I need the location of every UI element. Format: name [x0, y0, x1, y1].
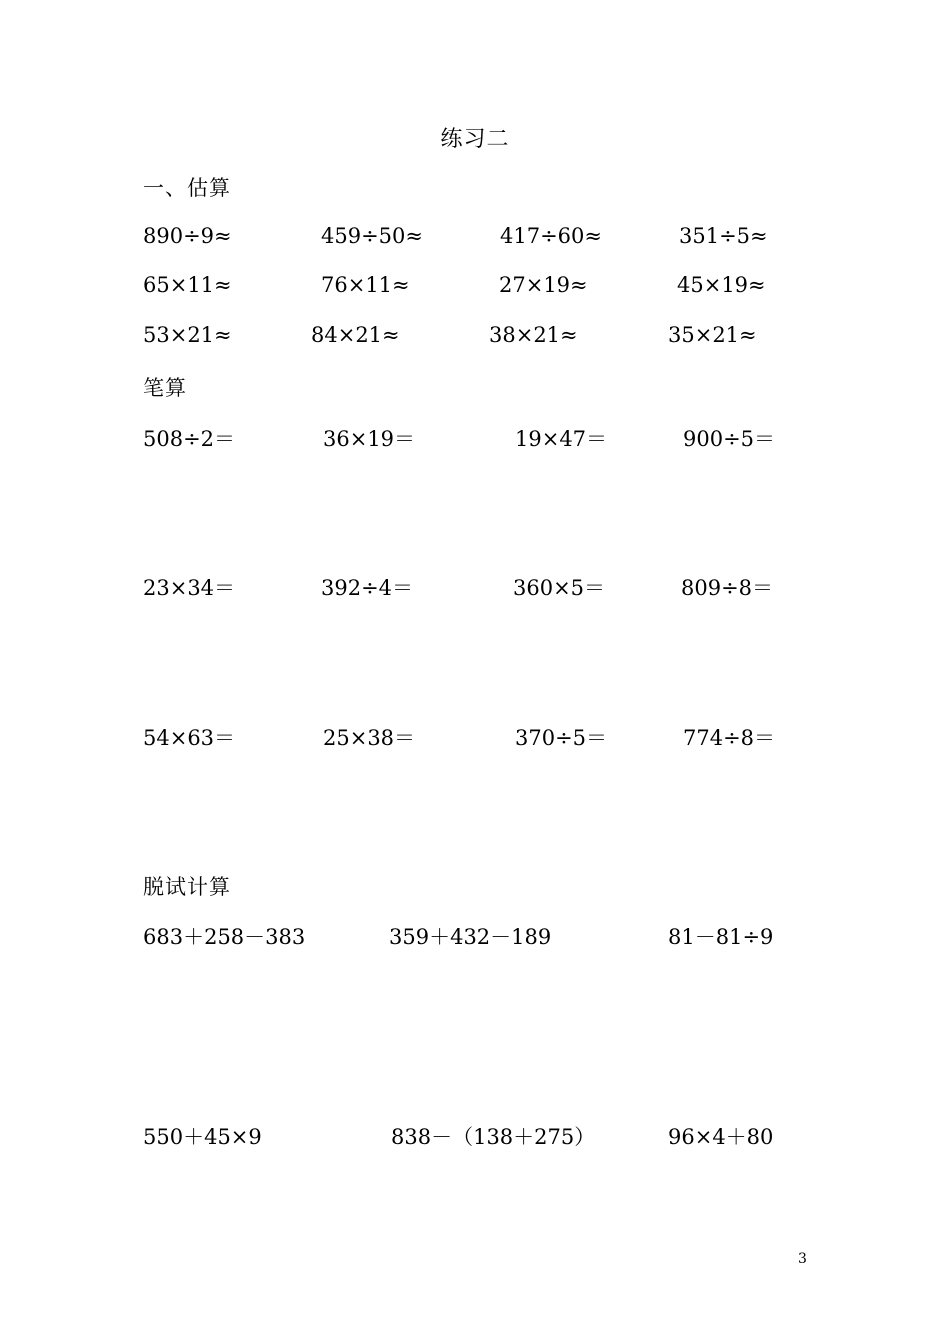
problem: 65×11≈ [143, 273, 232, 297]
problem: 45×19≈ [677, 273, 766, 297]
problem: 550＋45×9 [143, 1125, 262, 1149]
problem: 54×63＝ [143, 726, 236, 750]
written-row-3 [0, 722, 950, 752]
problem: 76×11≈ [321, 273, 410, 297]
problem: 36×19＝ [323, 427, 416, 451]
written-row-2 [0, 572, 950, 602]
problem: 351÷5≈ [679, 224, 768, 248]
problem: 23×34＝ [143, 576, 236, 600]
problem: 774÷8＝ [683, 726, 776, 750]
estimate-row-2 [0, 273, 950, 303]
problem: 96×4＋80 [668, 1125, 774, 1149]
problem: 27×19≈ [499, 273, 588, 297]
problem: 370÷5＝ [515, 726, 608, 750]
problem: 508÷2＝ [143, 427, 236, 451]
problem: 809÷8＝ [681, 576, 774, 600]
written-row-1 [0, 423, 950, 453]
section-heading-estimate: 一、估算 [143, 176, 231, 200]
problem: 81－81÷9 [668, 925, 774, 949]
problem: 25×38＝ [323, 726, 416, 750]
section-heading-mixed: 脱试计算 [143, 875, 231, 899]
estimate-row-1 [0, 224, 950, 254]
problem: 38×21≈ [489, 323, 578, 347]
problem: 890÷9≈ [143, 224, 232, 248]
problem: 838－（138＋275） [391, 1125, 596, 1149]
page-title: 练习二 [440, 127, 510, 152]
problem: 683＋258－383 [143, 925, 306, 949]
section-heading-written: 笔算 [143, 376, 187, 400]
problem: 392÷4＝ [321, 576, 414, 600]
problem: 900÷5＝ [683, 427, 776, 451]
problem: 53×21≈ [143, 323, 232, 347]
problem: 417÷60≈ [500, 224, 602, 248]
problem: 360×5＝ [513, 576, 606, 600]
problem: 84×21≈ [311, 323, 400, 347]
problem: 35×21≈ [668, 323, 757, 347]
problem: 19×47＝ [515, 427, 608, 451]
mixed-row-1 [0, 921, 950, 951]
problem: 359＋432－189 [389, 925, 552, 949]
problem: 459÷50≈ [321, 224, 423, 248]
page-number: 3 [798, 1251, 807, 1267]
estimate-row-3 [0, 323, 950, 353]
mixed-row-2 [0, 1121, 950, 1151]
